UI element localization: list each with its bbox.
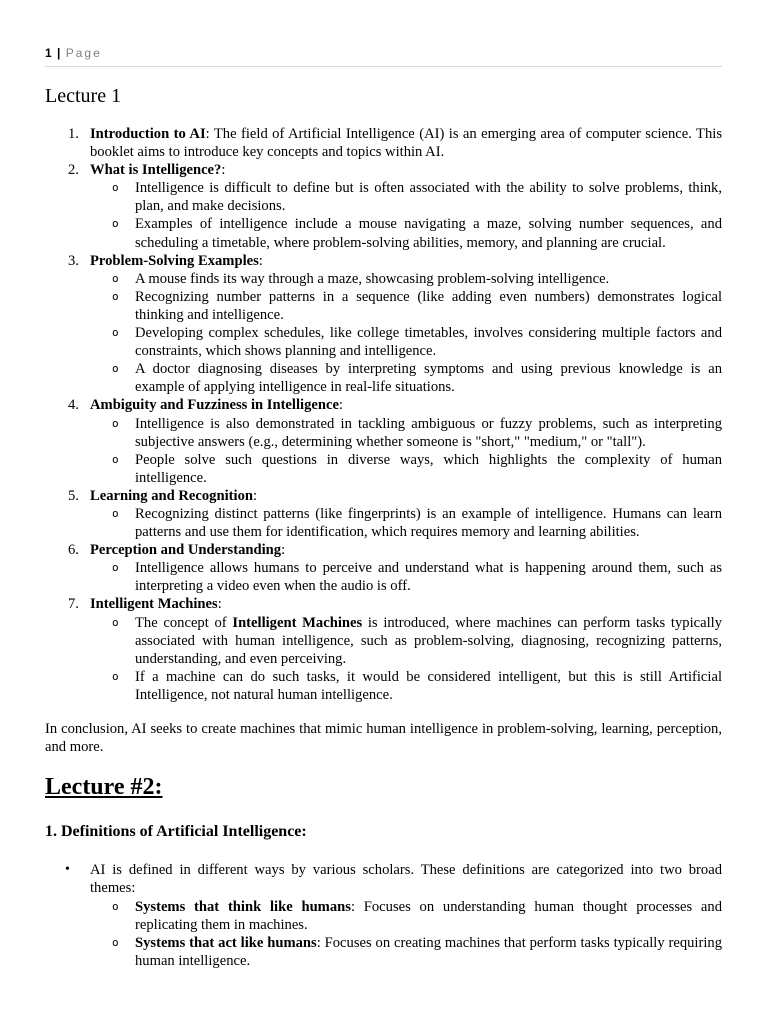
sub-list-item [90, 505, 722, 541]
list-item [45, 487, 722, 541]
sub-item-text: Examples of intelligence include a mouse navigating a maze, solving number sequences, and scheduling a timetable, where problem-solving abilities, memory, and planning are crucial. [135, 216, 722, 251]
list-item [45, 125, 722, 161]
sub-bullet-icon: o [112, 936, 119, 950]
sub-list-item [90, 270, 722, 288]
sub-bullet-icon: o [112, 669, 119, 683]
list-marker: 2. [68, 162, 79, 179]
sub-item-text-pre: The concept of [135, 614, 233, 631]
lecture-1-list [45, 125, 722, 704]
item-heading: Ambiguity and Fuzziness in Intelligence [90, 397, 339, 414]
page-number: 1 [45, 46, 52, 60]
sub-bullet-icon: o [112, 506, 119, 520]
sub-item-text: : Focuses on understanding human thought processes and replicating them in machines. [135, 899, 722, 934]
list-item [45, 396, 722, 486]
item-text: : [217, 596, 222, 613]
page-header [45, 46, 722, 67]
sub-list [90, 614, 722, 704]
sub-list-item [90, 559, 722, 595]
sub-list-item [90, 934, 722, 970]
item-heading: What is Intelligence? [90, 162, 222, 179]
sub-item-text: : Focuses on creating machines that perform tasks typically requiring human intelligence. [135, 935, 722, 970]
sub-item-text: Intelligence is difficult to define but is often associated with the ability to solve problems, think, plan, and make decisions. [135, 180, 722, 215]
list-marker: 5. [68, 487, 79, 504]
list-item [45, 252, 722, 397]
sub-bullet-icon: o [112, 362, 119, 376]
sub-list-item [90, 360, 722, 396]
item-text: : [281, 542, 286, 559]
sub-list [90, 559, 722, 595]
item-heading: Perception and Understanding [90, 542, 282, 559]
sub-list-item [90, 415, 722, 451]
sub-list [90, 179, 722, 251]
list-item [45, 861, 722, 971]
sub-item-text: Intelligence allows humans to perceive and understand what is happening around them, such as interpreting a video even when the audio is off. [135, 560, 722, 595]
sub-list [90, 898, 722, 970]
sub-item-text: Intelligence is also demonstrated in tackling ambiguous or fuzzy problems, such as interpreting subjective answers (e.g., determining whether someone is "short," "medium," or "tall"). [135, 415, 722, 450]
sub-list [90, 505, 722, 541]
lecture-2-title: Lecture #2: [45, 774, 163, 800]
page-separator: | [57, 46, 61, 60]
item-text: AI is defined in different ways by various scholars. These definitions are categorized into two broad themes: [90, 862, 722, 897]
sub-item-text-pre: If a machine can do such tasks, it would be considered intelligent, but this is still Artificial Intelligence, not natural human intelligence. [135, 668, 722, 703]
sub-list-item [90, 451, 722, 487]
sub-bullet-icon: o [112, 217, 119, 231]
sub-list-item [90, 179, 722, 215]
sub-bullet-icon: o [112, 452, 119, 466]
sub-bullet-icon: o [112, 181, 119, 195]
conclusion-paragraph: In conclusion, AI seeks to create machines that mimic human intelligence in problem-solving, learning, perception, and more. [45, 721, 722, 756]
item-text: : [252, 487, 258, 504]
item-text: : The field of Artificial Intelligence (AI) is an emerging area of computer science. This booklet aims to introduce key concepts and topics within AI. [90, 126, 722, 161]
sub-bullet-icon: o [112, 271, 119, 285]
sub-item-bold: Intelligent Machines [232, 614, 363, 631]
sub-item-text-post: is introduced, where machines can perform tasks typically associated with human intelligence, such as problem-solving, diagnosing, recognizing patterns, understanding, and even perceiving. [135, 614, 722, 667]
item-text: : [338, 397, 343, 414]
sub-list-item [90, 324, 722, 360]
list-marker: 7. [68, 596, 79, 613]
sub-item-text: A mouse finds its way through a maze, showcasing problem-solving intelligence. [135, 270, 610, 287]
sub-item-bold: Systems that think like humans [135, 899, 351, 916]
list-marker: 6. [68, 542, 79, 559]
sub-bullet-icon: o [112, 561, 119, 575]
list-marker: 1. [68, 126, 79, 142]
lecture-2-list [45, 861, 722, 971]
sub-item-bold: Systems that act like humans [135, 935, 317, 952]
section-title: 1. Definitions of Artificial Intelligence: [45, 823, 307, 840]
item-heading: Learning and Recognition [90, 487, 253, 504]
item-heading: Problem-Solving Examples [90, 252, 259, 269]
sub-bullet-icon: o [112, 900, 119, 914]
sub-item-text: A doctor diagnosing diseases by interpreting symptoms and using previous knowledge is an example of applying intelligence in real-life situations. [135, 361, 722, 396]
sub-item-text: Developing complex schedules, like college timetables, involves considering multiple factors and constraints, which shows planning and intelligence. [135, 325, 722, 360]
sub-list-item [90, 288, 722, 324]
lecture-1-title: Lecture 1 [45, 85, 122, 107]
sub-bullet-icon: o [112, 326, 119, 340]
sub-item-text: Recognizing distinct patterns (like fingerprints) is an example of intelligence. Humans can learn patterns and use them for identification, which requires memory and learning abilities. [135, 505, 722, 541]
sub-list-item [90, 668, 722, 704]
item-heading: Intelligent Machines [90, 596, 218, 613]
sub-bullet-icon: o [112, 416, 119, 430]
sub-item-text: Recognizing number patterns in a sequence (like adding even numbers) demonstrates logical thinking and intelligence. [135, 288, 722, 323]
sub-bullet-icon: o [112, 615, 119, 629]
sub-bullet-icon: o [112, 289, 119, 303]
item-heading: Introduction to AI [90, 126, 206, 142]
item-text: : [258, 252, 263, 269]
list-item [45, 161, 722, 251]
list-marker: 4. [68, 397, 79, 414]
item-text: : [221, 162, 226, 179]
sub-list [90, 270, 722, 397]
sub-list-item [90, 614, 722, 668]
sub-list-item [90, 215, 722, 251]
page-label: Page [65, 46, 102, 60]
sub-list [90, 415, 722, 487]
list-item [45, 541, 722, 595]
list-item [45, 595, 722, 704]
sub-list-item [90, 898, 722, 934]
bullet-icon: • [65, 862, 70, 877]
list-marker: 3. [68, 252, 79, 269]
sub-item-text: People solve such questions in diverse ways, which highlights the complexity of human intelligence. [135, 451, 722, 486]
